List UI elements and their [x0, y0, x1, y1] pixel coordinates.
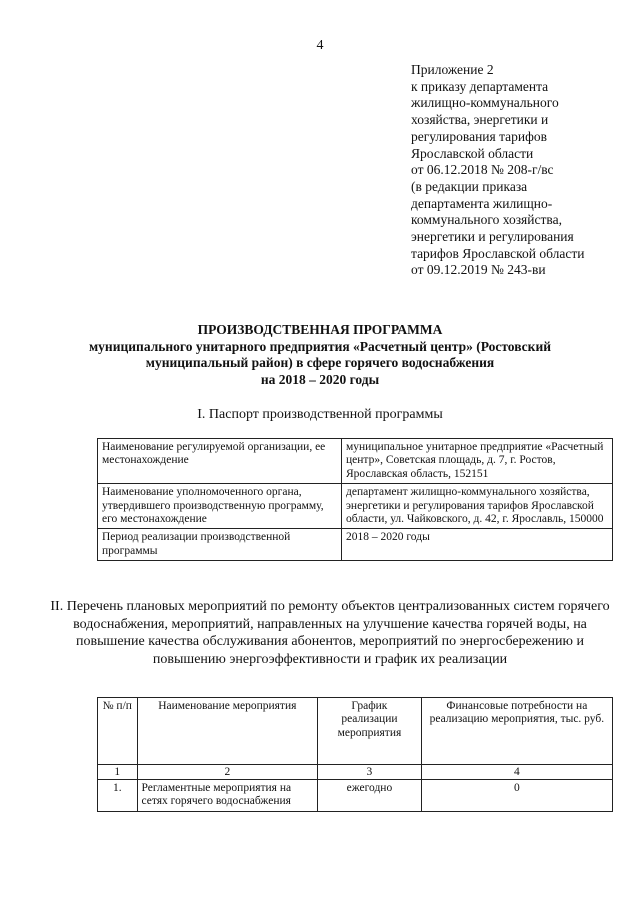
- events-table: [97, 697, 613, 812]
- appendix-line: Ярославской области: [411, 145, 534, 161]
- event-finance: 0: [421, 780, 612, 812]
- section-2-heading: II. Перечень плановых мероприятий по ремонту объектов централизованных систем горячего водоснабжения, мероприятий, направленных на улучшение качества горячей воды, на повышение качества обслуживания абонентов, мероприятий по энергосбережению и повышению энергоэффективности и график их реализации: [50, 599, 610, 667]
- section-1-heading: I. Паспорт производственной программы: [197, 407, 443, 422]
- passport-value: департамент жилищно-коммунального хозяйства, энергетики и регулирования тарифов Ярославской области, ул. Чайковского, д. 42, г. Ярославль, 150000: [342, 484, 613, 529]
- appendix-line: департамента жилищно-: [411, 195, 553, 211]
- appendix-line: Приложение 2: [411, 62, 494, 77]
- passport-table: [97, 438, 613, 561]
- appendix-line: энергетики и регулирования: [411, 229, 574, 245]
- appendix-note: [411, 62, 626, 279]
- column-header-schedule: График реализации мероприятия: [318, 698, 422, 765]
- table-header-row: [98, 698, 613, 765]
- document-title: [40, 322, 600, 388]
- title-line-4: на 2018 – 2020 годы: [260, 371, 380, 387]
- passport-value: муниципальное унитарное предприятие «Расчетный центр», Советская площадь, д. 7, г. Ростов, Ярославская область, 152151: [342, 439, 613, 484]
- appendix-line: жилищно-коммунального: [411, 95, 559, 111]
- table-row: [98, 529, 613, 561]
- title-line-1: ПРОИЗВОДСТВЕННАЯ ПРОГРАММА: [197, 322, 443, 337]
- column-header-name: Наименование мероприятия: [137, 698, 318, 765]
- table-row: [98, 484, 613, 529]
- table-row: [98, 780, 613, 812]
- page-number: 4: [316, 38, 324, 53]
- passport-label: Период реализации производственной программы: [98, 529, 342, 561]
- appendix-line: (в редакции приказа: [411, 178, 528, 194]
- appendix-line: коммунального хозяйства,: [411, 212, 562, 228]
- column-number: 1: [98, 765, 138, 780]
- appendix-line: к приказу департамента: [411, 78, 549, 94]
- passport-value: 2018 – 2020 годы: [342, 529, 613, 561]
- title-line-2: муниципального унитарного предприятия «Расчетный центр» (Ростовский: [88, 338, 551, 354]
- appendix-line: от 09.12.2019 № 243-ви: [411, 262, 546, 278]
- column-number-row: [98, 765, 613, 780]
- event-number: 1.: [98, 780, 138, 812]
- column-header-finance: Финансовые потребности на реализацию мероприятия, тыс. руб.: [421, 698, 612, 765]
- event-name: Регламентные мероприятия на сетях горячего водоснабжения: [137, 780, 318, 812]
- passport-label: Наименование уполномоченного органа, утвердившего производственную программу, его местонахождение: [98, 484, 342, 529]
- appendix-line: регулирования тарифов: [411, 128, 548, 144]
- appendix-line: тарифов Ярославской области: [411, 245, 585, 261]
- column-header-number: № п/п: [98, 698, 138, 765]
- title-line-3: муниципальный район) в сфере горячего водоснабжения: [145, 355, 495, 370]
- table-row: [98, 439, 613, 484]
- column-number: 3: [318, 765, 422, 780]
- appendix-line: от 06.12.2018 № 208-г/вс: [411, 162, 554, 178]
- event-schedule: ежегодно: [318, 780, 422, 812]
- passport-label: Наименование регулируемой организации, ее местонахождение: [98, 439, 342, 484]
- column-number: 2: [137, 765, 318, 780]
- column-number: 4: [421, 765, 612, 780]
- appendix-line: хозяйства, энергетики и: [411, 112, 549, 128]
